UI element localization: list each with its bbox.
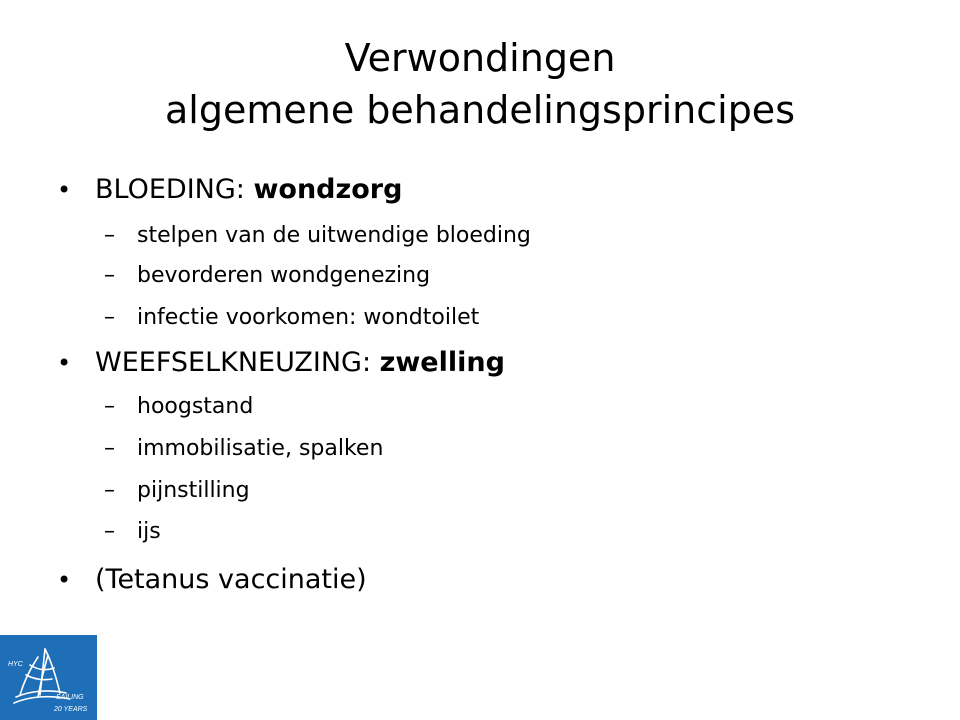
dash-marker: – [104, 223, 115, 248]
logo-text-bottom: 20 YEARS [54, 706, 88, 713]
sub-item [104, 392, 254, 422]
sub-item [104, 476, 250, 506]
sub-item [104, 221, 531, 251]
title-line-2: algemene behandelingsprincipes [165, 88, 795, 132]
dash-marker: – [104, 478, 115, 503]
bullet-label: (Tetanus vaccinatie) [95, 564, 367, 595]
bullet-marker: • [57, 349, 72, 377]
sub-item [104, 303, 480, 333]
bullet-emphasis: wondzorg [253, 174, 403, 205]
title-line-1: Verwondingen [344, 36, 616, 80]
dash-marker: – [104, 394, 115, 419]
sub-item-text: bevorderen wondgenezing [137, 263, 431, 288]
logo-text-mid: SAILING [56, 694, 84, 701]
bullet-item-tetanus [57, 562, 367, 598]
bullet-item-bloeding [57, 172, 403, 208]
sub-item-text: immobilisatie, spalken [137, 436, 384, 461]
sub-item-text: infectie voorkomen: wondtoilet [137, 305, 480, 330]
dash-marker: – [104, 436, 115, 461]
bullet-marker: • [57, 176, 72, 204]
dash-marker: – [104, 519, 115, 544]
sub-item-text: hoogstand [137, 394, 254, 419]
club-logo [0, 635, 97, 720]
dash-marker: – [104, 263, 115, 288]
bullet-item-weefselkneuzing [57, 345, 505, 381]
bullet-marker: • [57, 566, 72, 594]
dash-marker: – [104, 305, 115, 330]
bullet-emphasis: zwelling [379, 347, 505, 378]
bullet-label: BLOEDING: [95, 174, 254, 205]
sub-item [104, 434, 384, 464]
sailboat-logo-icon [0, 635, 97, 720]
sub-item-text: ijs [137, 519, 161, 544]
sub-item [104, 261, 431, 291]
bullet-label: WEEFSELKNEUZING: [95, 347, 380, 378]
sub-item-text: pijnstilling [137, 478, 250, 503]
sub-item-text: stelpen van de uitwendige bloeding [137, 223, 531, 248]
sub-item [104, 517, 161, 547]
logo-text-top: HYC [8, 661, 23, 668]
